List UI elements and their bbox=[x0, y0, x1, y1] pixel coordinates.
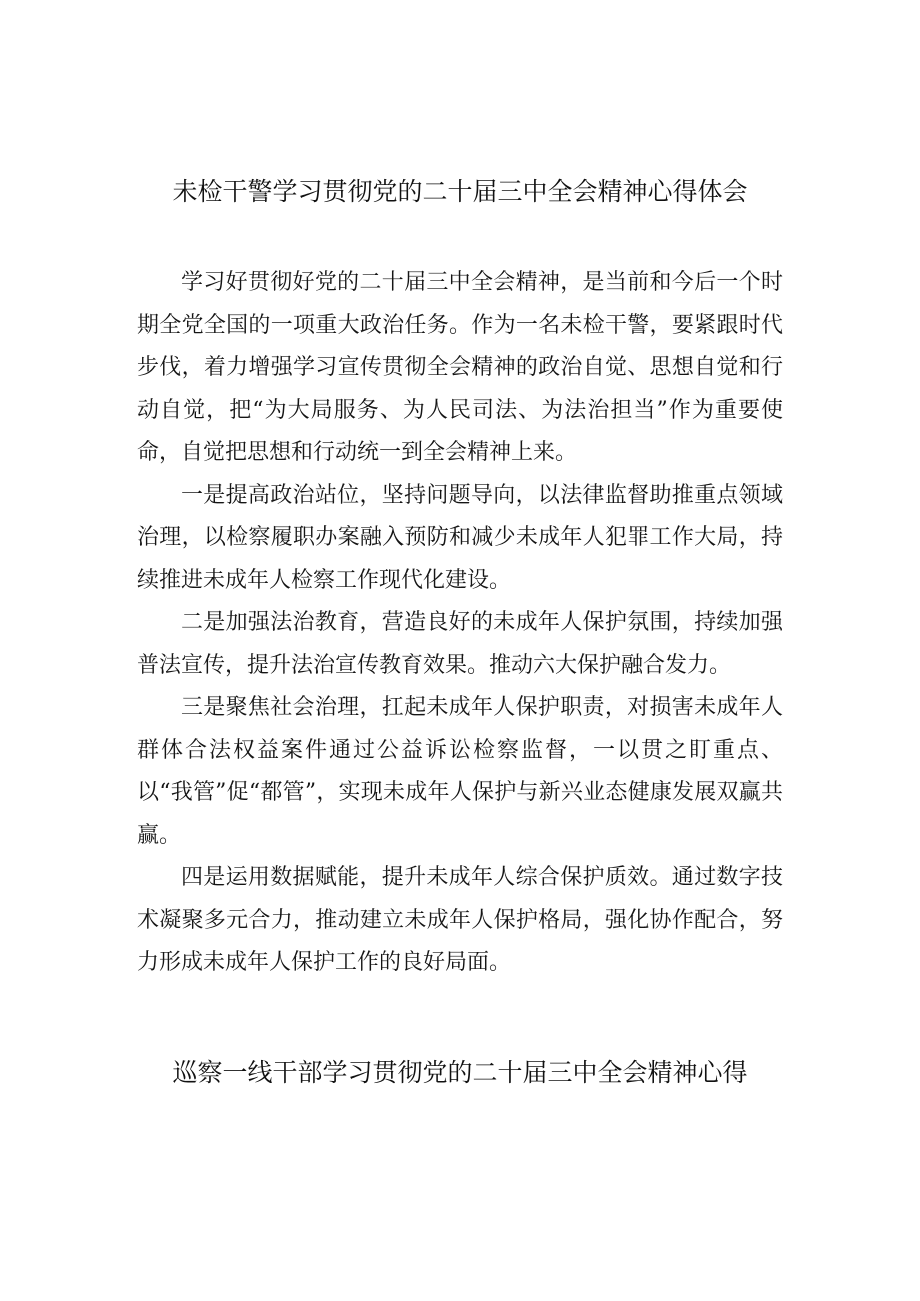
article-body bbox=[137, 262, 783, 985]
paragraph-point-4: 四是运用数据赋能，提升未成年人综合保护质效。通过数字技术凝聚多元合力，推动建立未成年人保护格局，强化协作配合，努力形成未成年人保护工作的良好局面。 bbox=[137, 865, 783, 975]
paragraph-point-1: 一是提高政治站位，坚持问题导向，以法律监督助推重点领域治理，以检察履职办案融入预防和减少未成年人犯罪工作大局，持续推进未成年人检察工作现代化建设。 bbox=[137, 482, 783, 593]
article-title: 未检干警学习贯彻党的二十届三中全会精神心得体会 bbox=[172, 177, 748, 206]
paragraph-point-2: 二是加强法治教育，营造良好的未成年人保护氛围，持续加强普法宣传，提升法治宣传教育效果。推动六大保护融合发力。 bbox=[137, 610, 783, 678]
paragraph-point-3: 三是聚焦社会治理，扛起未成年人保护职责，对损害未成年人群体合法权益案件通过公益诉讼检察监督，一以贯之盯重点、以“我管”促“都管”，实现未成年人保护与新兴业态健康发展双赢共赢。 bbox=[137, 695, 783, 848]
paragraph-intro: 学习好贯彻好党的二十届三中全会精神，是当前和今后一个时期全党全国的一项重大政治任务。作为一名未检干警，要紧跟时代步伐，着力增强学习宣传贯彻全会精神的政治自觉、思想自觉和行动自觉，把“为大局服务、为人民司法、为法治担当”作为重要使命，自觉把思想和行动统一到全会精神上来。 bbox=[137, 270, 783, 465]
next-article-title: 巡察一线干部学习贯彻党的二十届三中全会精神心得 bbox=[172, 1058, 748, 1087]
